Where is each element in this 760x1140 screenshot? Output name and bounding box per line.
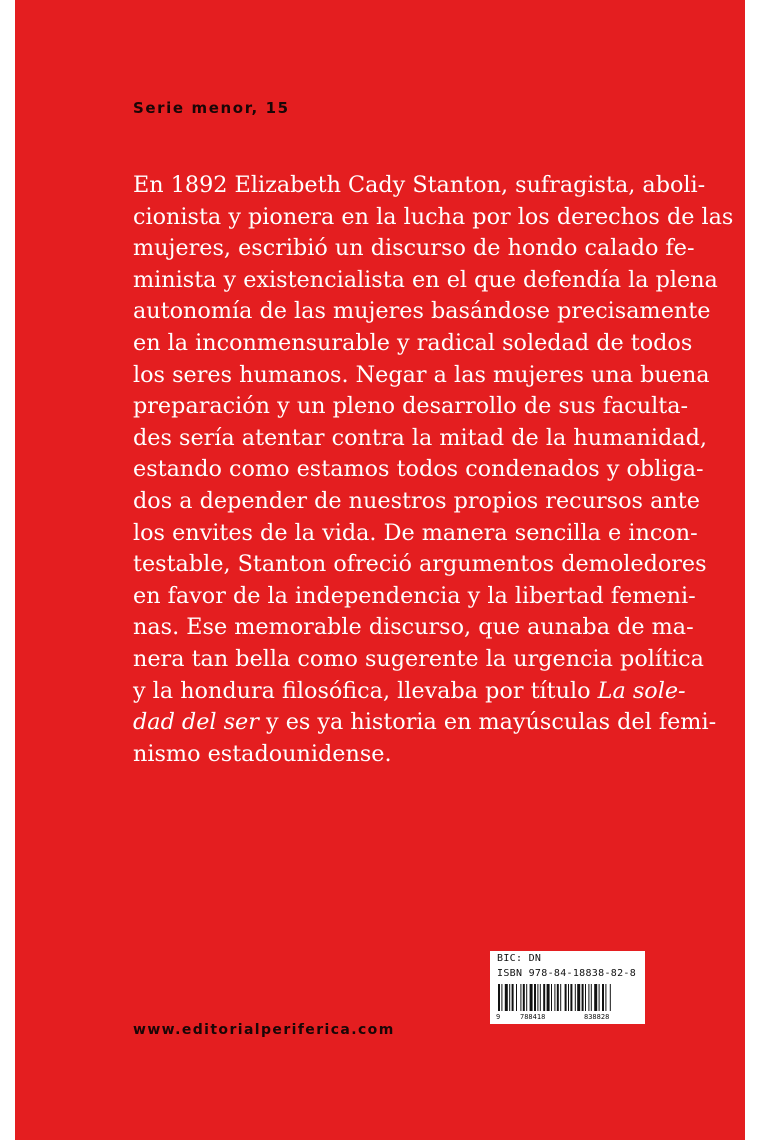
blurb-line-with-title <box>133 707 717 739</box>
blurb-line: nismo estadounidense. <box>133 740 392 767</box>
book-title-part-2: dad del ser <box>133 709 259 736</box>
barcode-digits-right: 838828 <box>584 1013 610 1021</box>
blurb-line: En 1892 Elizabeth Cady Stanton, sufragista, aboli- <box>133 172 706 198</box>
blurb-line-text: y es ya historia en mayúsculas del femi- <box>258 709 717 736</box>
book-title-part-1: La sole- <box>597 677 686 704</box>
blurb-line: en favor de la independencia y la libertad femeni- <box>133 582 696 609</box>
barcode-digit-first: 9 <box>496 1013 501 1021</box>
blurb-line: los seres humanos. Negar a las mujeres una buena <box>133 361 710 388</box>
barcode-panel <box>490 951 645 1024</box>
blurb-line-text: y la hondura filosófica, llevaba por título <box>133 677 591 704</box>
isbn-number: ISBN 978-84-18838-82-8 <box>497 968 637 979</box>
blurb-line: estando como estamos todos condenados y obliga- <box>133 456 704 483</box>
series-label: Serie menor, 15 <box>133 99 290 117</box>
blurb-line: mujeres, escribió un discurso de hondo calado fe- <box>133 235 695 262</box>
blurb-line: testable, Stanton ofreció argumentos demoledores <box>133 551 707 578</box>
blurb-line: autonomía de las mujeres basándose precisamente <box>133 298 711 325</box>
bic-code: BIC: DN <box>497 953 542 964</box>
blurb-line: nas. Ese memorable discurso, que aunaba de ma- <box>133 614 694 641</box>
barcode-icon <box>496 984 639 1014</box>
blurb-line: preparación y un pleno desarrollo de sus faculta- <box>133 393 689 420</box>
publisher-website: www.editorialperiferica.com <box>133 1022 395 1038</box>
blurb-line: en la inconmensurable y radical soledad de todos <box>133 329 693 356</box>
blurb-line: des sería atentar contra la mitad de la humanidad, <box>133 424 707 451</box>
blurb-line: dos a depender de nuestros propios recursos ante <box>133 487 700 514</box>
blurb-text <box>133 170 734 770</box>
blurb-line: minista y existencialista en el que defendía la plena <box>133 266 718 293</box>
blurb-line: los envites de la vida. De manera sencilla e incon- <box>133 519 698 546</box>
blurb-line-with-title <box>133 676 686 708</box>
barcode-digits-left: 788418 <box>520 1013 546 1021</box>
blurb-line: nera tan bella como sugerente la urgencia política <box>133 645 704 672</box>
blurb-line: cionista y pionera en la lucha por los derechos de las <box>133 203 734 230</box>
